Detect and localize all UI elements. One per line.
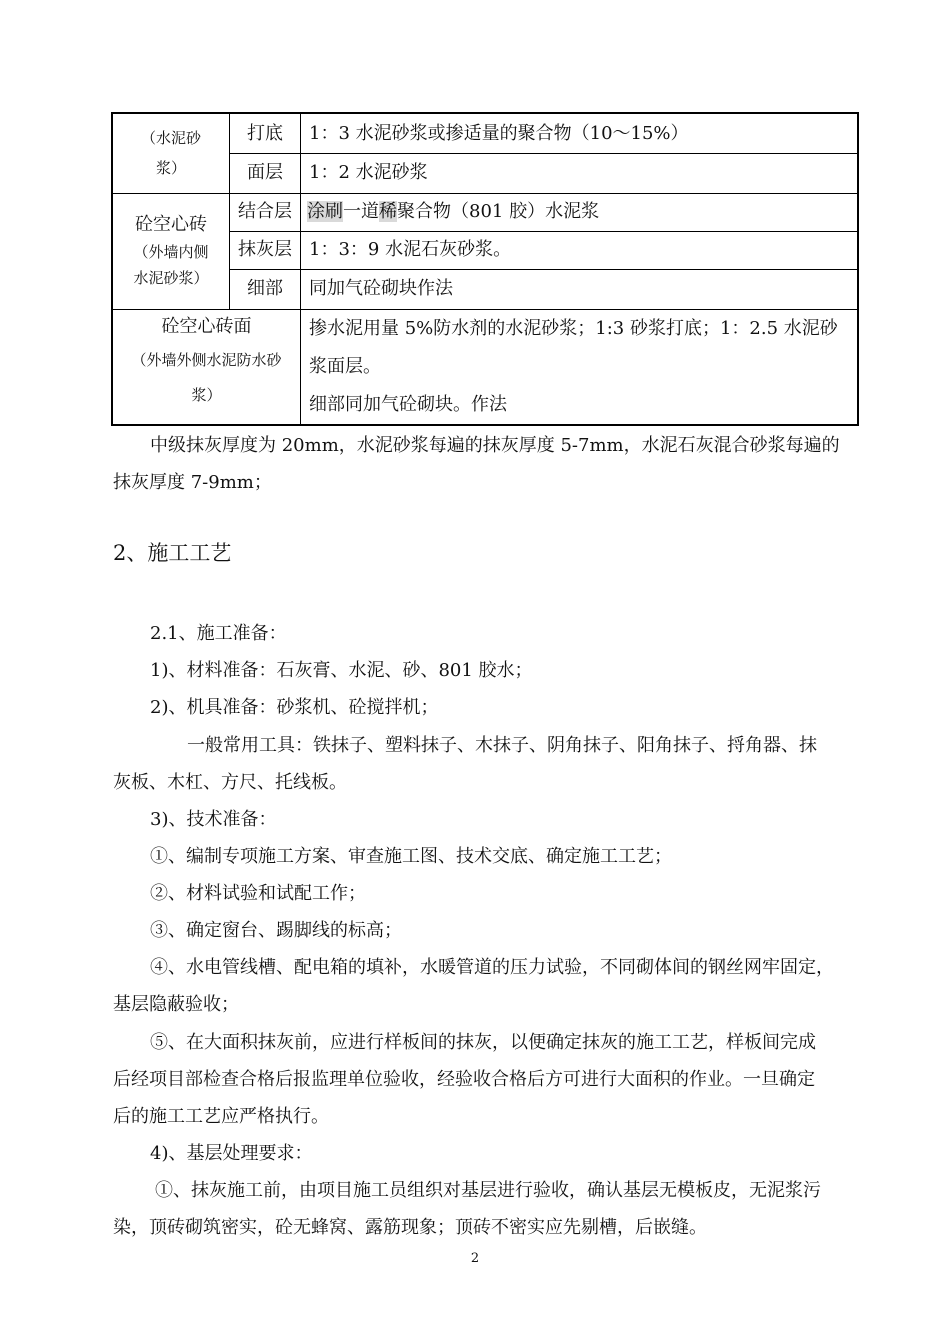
category-subtext: 水泥砂浆） — [133, 269, 209, 287]
category-text: 砼空心砖 — [135, 214, 207, 235]
list-item: ④、水电管线槽、配电箱的填补，水暖管道的压力试验，不同砌体间的钢丝网牢固定， — [150, 957, 834, 978]
table-cell-layer: 面层 — [230, 153, 301, 193]
paragraph: 4)、基层处理要求： — [150, 1143, 313, 1164]
table-row — [112, 113, 858, 153]
list-item: ③、确定窗台、踢脚线的标高； — [150, 920, 402, 941]
table-cell-layer: 细部 — [230, 269, 301, 309]
highlighted-text: 稀 — [379, 201, 397, 223]
table-cell-content: 1：2 水泥砂浆 — [301, 153, 859, 193]
subsection-heading: 2.1、施工准备： — [150, 623, 287, 644]
list-item: ①、抹灰施工前，由项目施工员组织对基层进行验收，确认基层无模板皮，无泥浆污 — [155, 1180, 821, 1201]
table-cell-layer: 打底 — [230, 113, 301, 153]
table-cell-content — [301, 309, 859, 425]
table-cell-category — [112, 193, 230, 309]
list-item-cont: 基层隐蔽验收； — [113, 994, 239, 1015]
table-cell-layer: 抹灰层 — [230, 231, 301, 269]
category-text: 砼空心砖面 — [161, 315, 252, 337]
paragraph: 2)、机具准备：砂浆机、砼搅拌机； — [150, 697, 439, 718]
category-text: （水泥砂 — [140, 129, 201, 148]
plaster-spec-table — [111, 112, 859, 426]
content-text: 细部同加气砼砌块。作法 — [309, 393, 507, 415]
content-text: 浆面层。 — [309, 355, 381, 377]
category-subtext: （外墙外侧水泥防水砂 — [131, 350, 282, 369]
table-cell-content: 1：3 水泥砂浆或掺适量的聚合物（10～15%） — [301, 113, 859, 153]
list-item: ①、编制专项施工方案、审查施工图、技术交底、确定施工工艺； — [150, 846, 672, 867]
paragraph-cont: 灰板、木杠、方尺、托线板。 — [113, 772, 347, 793]
list-item-cont: 染，顶砖砌筑密实，砼无蜂窝、露筋现象；顶砖不密实应先剔槽，后嵌缝。 — [113, 1217, 707, 1238]
paragraph: 1)、材料准备：石灰膏、水泥、砂、801 胶水； — [150, 660, 533, 681]
list-item: ⑤、在大面积抹灰前，应进行样板间的抹灰，以便确定抹灰的施工工艺，样板间完成 — [150, 1032, 816, 1053]
section-heading: 2、施工工艺 — [113, 541, 232, 565]
highlighted-text: 涂刷 — [307, 201, 343, 223]
list-item-cont: 后经项目部检查合格后报监理单位验收，经验收合格后方可进行大面积的作业。一旦确定 — [113, 1069, 815, 1090]
content-text: 一道 — [343, 201, 379, 223]
page-number: 2 — [470, 1251, 480, 1266]
table-cell-content: 1：3：9 水泥石灰砂浆。 — [301, 231, 859, 269]
list-item: ②、材料试验和试配工作； — [150, 883, 366, 904]
table-cell-category — [112, 309, 301, 425]
content-text: 聚合物（801 胶）水泥浆 — [397, 201, 600, 223]
table-cell-layer: 结合层 — [230, 193, 301, 231]
note-paragraph: 中级抹灰厚度为 20mm，水泥砂浆每遍的抹灰厚度 5-7mm，水泥石灰混合砂浆每遍的 — [150, 435, 840, 456]
table-row — [112, 309, 858, 425]
table-row — [112, 193, 858, 231]
category-subtext: 浆） — [191, 385, 222, 404]
paragraph: 一般常用工具：铁抹子、塑料抹子、木抹子、阴角抹子、阳角抹子、捋角器、抹 — [187, 735, 817, 756]
content-text: 掺水泥用量 5%防水剂的水泥砂浆；1:3 砂浆打底；1：2.5 水泥砂 — [309, 317, 838, 339]
table-cell-content: 同加气砼砌块作法 — [301, 269, 859, 309]
table-cell-content — [301, 193, 859, 231]
list-item-cont: 后的施工工艺应严格执行。 — [113, 1106, 329, 1127]
table-cell-category — [112, 113, 230, 193]
category-subtext: （外墙内侧 — [133, 243, 209, 261]
paragraph: 3)、技术准备： — [150, 809, 277, 830]
category-text: 浆） — [155, 159, 186, 178]
note-paragraph-cont: 抹灰厚度 7-9mm； — [113, 472, 272, 493]
